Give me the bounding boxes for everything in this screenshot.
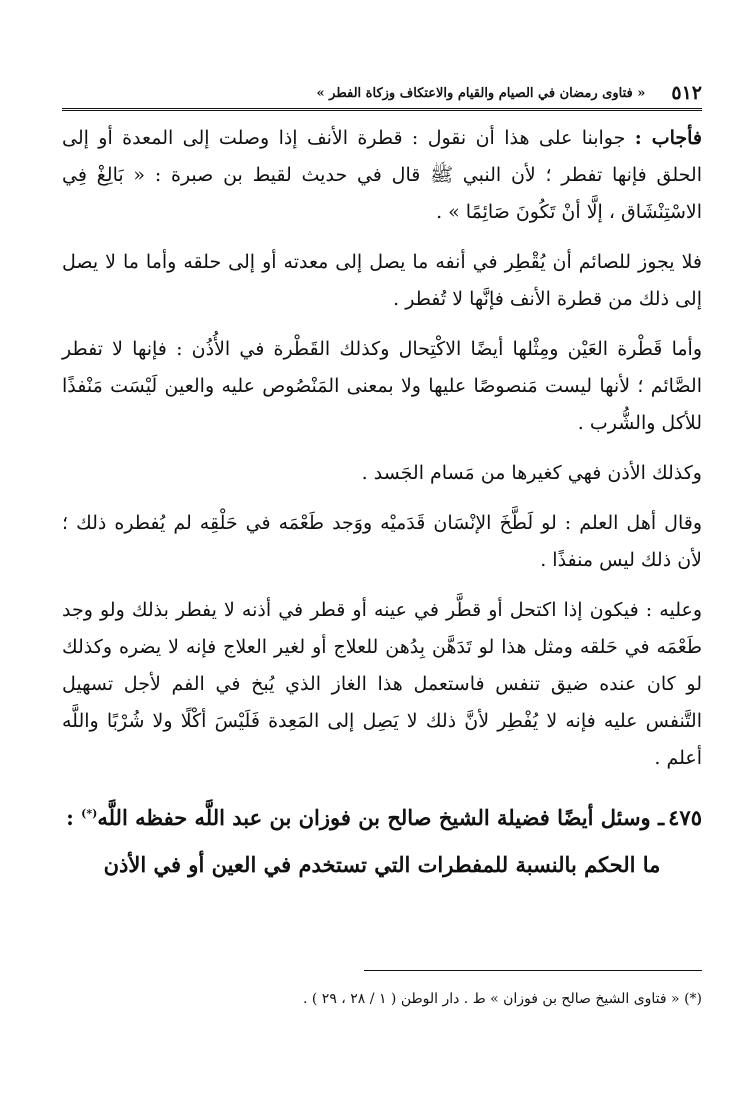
question-line-1-end: : (66, 805, 82, 830)
paragraph-scholars: وقال أهل العلم : لو لَطَّخَ الإنْسَان قَدَميْه ووَجد طَعْمَه في حَلْقِه لم يُفطره ذلك ؛ لأن ذلك ليس منفذًا . (62, 512, 702, 571)
question-number: ٤٧٥ (668, 805, 702, 830)
answer-text: جوابنا على هذا أن نقول : قطرة الأنف إذا وصلت إلى المعدة أو إلى الحلق فإنها تفطر ؛ لأن النبي ﷺ قال في حديث لقيط بن صبرة : « بَالِغْ فِي الاسْتِنْشَاق ، إلَّا أنْ تَكُونَ صَائِمًا » . (62, 127, 702, 223)
paragraph-eye-ear-drops: وأما قَطْرة العَيْن ومِثْلها أيضًا الاكْتِحال وكذلك القَطْرة في الأُذُن : فإنها لا تفطر الصَّائم ؛ لأنها ليست مَنصوصًا عليها ولا بمعنى المَنْصُوص عليه والعين لَيْسَت مَنْفذًا للأكل والشُّرب . (62, 338, 702, 434)
header-rule (62, 108, 702, 111)
footnote-rule (364, 970, 702, 971)
paragraph-conclusion: وعليه : فيكون إذا اكتحل أو قطَّر في عينه أو قطر في أذنه لا يفطر بذلك ولو وجد طَعْمَه في حَلقه ومثل هذا لو تَدَهَّن بِدُهن للعلاج أو لغير العلاج فإنه لا يضره وكذلك لو كان عنده ضيق تنفس فاستعمل هذا الغاز الذي يُبخ في الفم لأجل تسهيل التَّنفس عليه فإنه لا يُفْطِر لأنَّ ذلك لا يَصِل إلى المَعِدة فَلَيْسَ أكْلًا ولا شُرْبًا واللَّه أعلم . (62, 599, 702, 769)
question-line-1: ـ وسئل أيضًا فضيلة الشيخ صالح بن فوزان بن عبد اللَّه حفظه اللَّه (97, 805, 665, 830)
page-number: ٥١٢ (671, 82, 702, 104)
answer-lead: فأجاب : (634, 127, 703, 149)
paragraph-nose-drops: فلا يجوز للصائم أن يُقْطِر في أنفه ما يصل إلى معدته أو إلى حلقه وأما ما لا يصل إلى ذلك من قطرة الأنف فإنَّها لا تُفطر . (62, 251, 702, 310)
footnote-marker: (*) (684, 991, 702, 1007)
page-body (62, 120, 702, 888)
running-title: « فتاوى رمضان في الصيام والقيام والاعتكاف وزكاة الفطر » (316, 85, 646, 101)
question-line-2: ما الحكم بالنسبة للمفطرات التي تستخدم في العين أو في الأذن (103, 852, 661, 877)
paragraph-ear: وكذلك الأذن فهي كغيرها من مَسام الجَسد . (361, 462, 702, 484)
footnote-text: « فتاوى الشيخ صالح بن فوزان » ط . دار الوطن ( ١ / ٢٨ ، ٢٩ ) . (302, 991, 685, 1007)
question-heading (62, 790, 702, 841)
footnote-reference[interactable]: (*) (81, 807, 98, 820)
page-header (62, 82, 702, 104)
answer-paragraph (62, 120, 702, 231)
footnote (62, 988, 702, 1010)
